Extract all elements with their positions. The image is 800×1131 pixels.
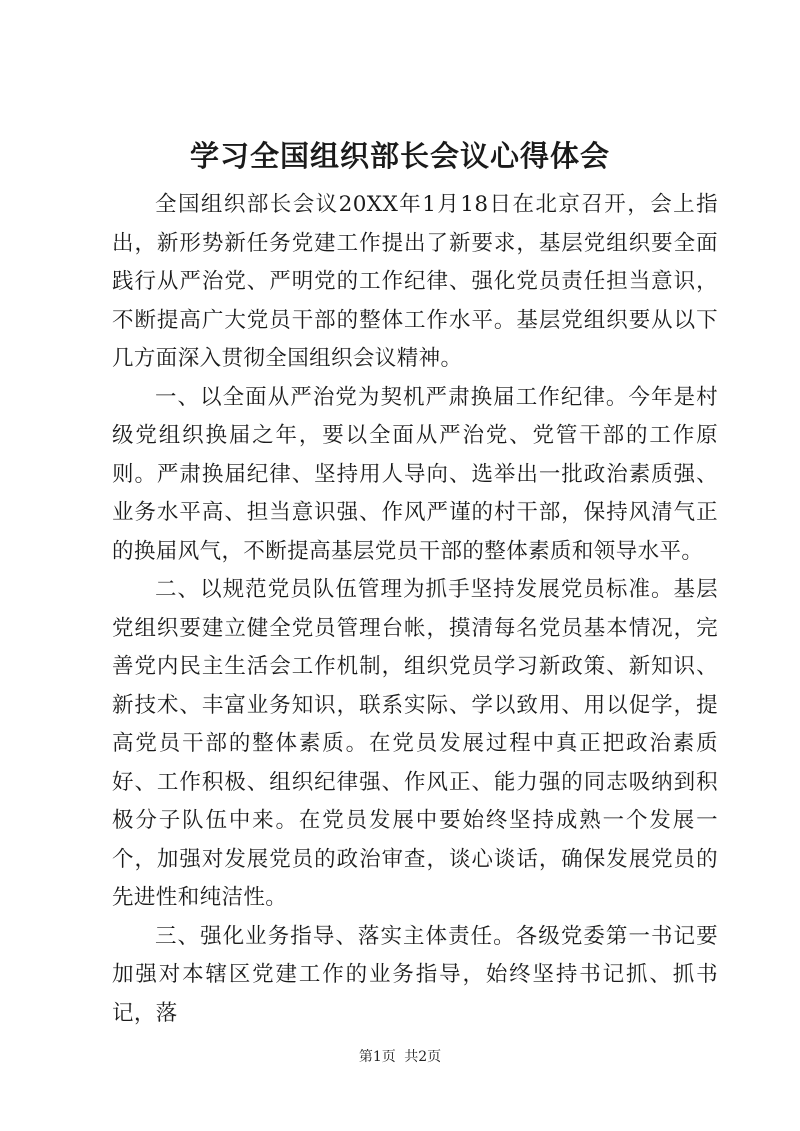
paragraph-section-2: 二、以规范党员队伍管理为抓手坚持发展党员标准。基层党组织要建立健全党员管理台帐，摸清每名党员基本情况，完善党内民主生活会工作机制，组织党员学习新政策、新知识、新技术、丰富业务知识，联系实际、学以致用、用以促学，提高党员干部的整体素质。在党员发展过程中真正把政治素质好、工作积极、组织纪律强、作风正、能力强的同志吸纳到积极分子队伍中来。在党员发展中要始终坚持成熟一个发展一个，加强对发展党员的政治审查，谈心谈话，确保发展党员的先进性和纯洁性。 [112,577,718,910]
paragraph-section-3: 三、强化业务指导、落实主体责任。各级党委第一书记要加强对本辖区党建工作的业务指导，始终坚持书记抓、抓书记，落 [112,923,718,1026]
page-total: 共2页 [404,1049,442,1065]
page-footer [0,1047,800,1067]
page-number: 第1页 [358,1049,396,1065]
document-body [112,186,718,1033]
paragraph-intro: 全国组织部长会议20XX年1月18日在北京召开，会上指出，新形势新任务党建工作提出了新要求，基层党组织要全面践行从严治党、严明党的工作纪律、强化党员责任担当意识，不断提高广大党员干部的整体工作水平。基层党组织要从以下几方面深入贯彻全国组织会议精神。 [112,192,718,371]
paragraph-section-1: 一、以全面从严治党为契机严肃换届工作纪律。今年是村级党组织换届之年，要以全面从严治党、党管干部的工作原则。严肃换届纪律、坚持用人导向、选举出一批政治素质强、业务水平高、担当意识强、作风严谨的村干部，保持风清气正的换届风气，不断提高基层党员干部的整体素质和领导水平。 [112,384,718,564]
document-title: 学习全国组织部长会议心得体会 [189,139,610,173]
